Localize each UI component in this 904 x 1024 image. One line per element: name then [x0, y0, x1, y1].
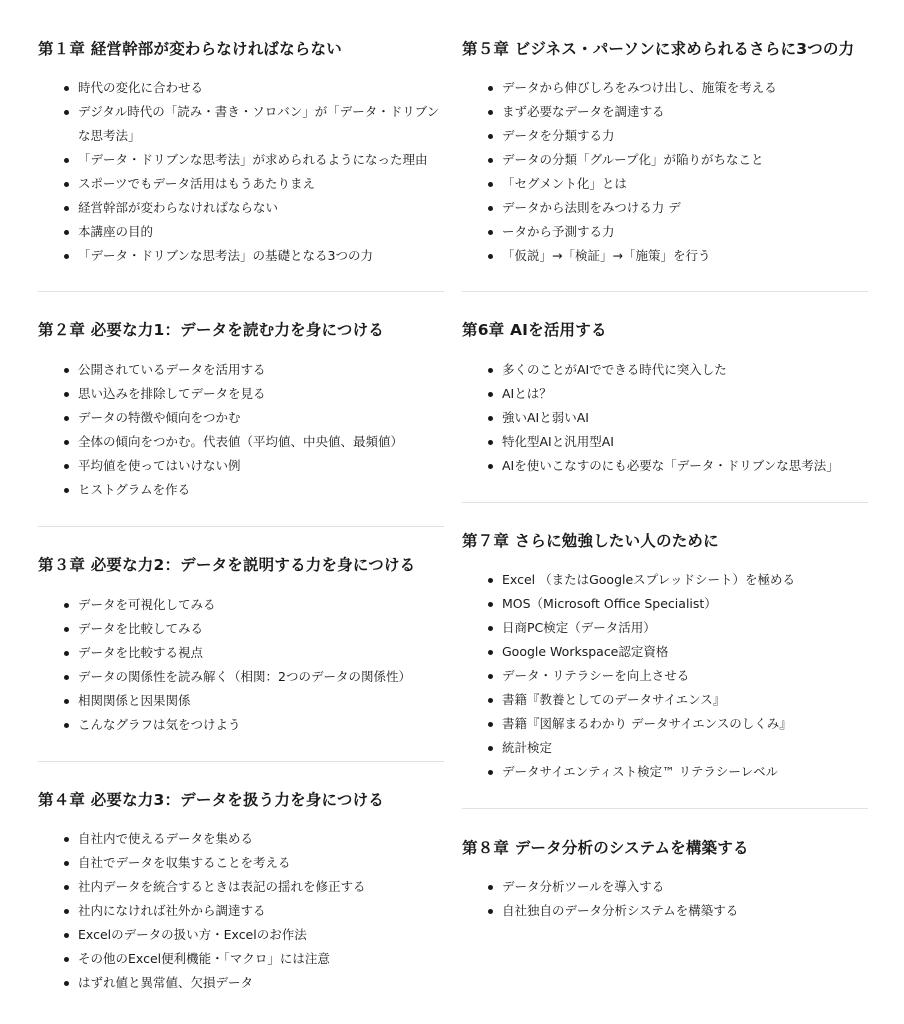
list-item: 平均値を使ってはいけない例	[38, 454, 444, 478]
list-item: まず必要なデータを調達する	[462, 100, 868, 124]
divider	[38, 291, 444, 292]
chapter-2	[38, 319, 444, 497]
list-item: データを比較してみる	[38, 617, 444, 641]
chapter-item-list	[38, 593, 444, 737]
list-item: データの特徴や傾向をつかむ	[38, 406, 444, 430]
list-item: 「データ・ドリブンな思考法」の基礎となる3つの力	[38, 244, 444, 268]
list-item: AIとは？	[462, 382, 868, 406]
chapter-item-list	[462, 875, 868, 923]
list-item: データの分類「グループ化」が陥りがちなこと	[462, 148, 868, 172]
list-item: データ分析ツールを導入する	[462, 875, 868, 899]
list-item: 相関関係と因果関係	[38, 689, 444, 713]
chapter-item-list	[462, 568, 868, 784]
list-item: 自社内で使えるデータを集める	[38, 827, 444, 851]
list-item: 「データ・ドリブンな思考法」が求められるようになった理由	[38, 148, 444, 172]
list-item: スポーツでもデータ活用はもうあたりまえ	[38, 172, 444, 196]
list-item: データの関係性を読み解く（相関：2つのデータの関係性）	[38, 665, 444, 689]
list-item: 自社独自のデータ分析システムを構築する	[462, 899, 868, 923]
list-item: こんなグラフは気をつけよう	[38, 713, 444, 737]
list-item: Excel （またはGoogleスプレッドシート）を極める	[462, 568, 868, 592]
chapter-title: 第４章 必要な力3：データを扱う力を身につける	[38, 791, 384, 809]
list-item: 時代の変化に合わせる	[38, 76, 444, 100]
list-item: AIを使いこなすのにも必要な「データ・ドリブンな思考法」	[462, 454, 868, 478]
list-item: データサイエンティスト検定™ リテラシーレベル	[462, 760, 868, 784]
chapter-7	[462, 530, 868, 779]
list-item: データ・リテラシーを向上させる	[462, 664, 868, 688]
divider	[462, 808, 868, 809]
list-item: データを分類する力	[462, 124, 868, 148]
chapter-5	[462, 38, 868, 263]
list-item: Google Workspace認定資格	[462, 640, 868, 664]
list-item: 「仮説」→「検証」→「施策」を行う	[462, 244, 868, 268]
list-item: データから伸びしろをみつけ出し、施策を考える	[462, 76, 868, 100]
list-item: MOS（Microsoft Office Specialist）	[462, 592, 868, 616]
list-item: デジタル時代の「読み・書き・ソロバン」が「データ・ドリブンな思考法」	[38, 100, 444, 148]
list-item: 公開されているデータを活用する	[38, 358, 444, 382]
chapter-title: 第２章 必要な力1：データを読む力を身につける	[38, 321, 384, 339]
list-item: ータから予測する力	[462, 220, 868, 244]
list-item: はずれ値と異常値、欠損データ	[38, 971, 444, 995]
divider	[462, 291, 868, 292]
list-item: Excelのデータの扱い方・Excelのお作法	[38, 923, 444, 947]
chapter-1	[38, 38, 444, 263]
chapter-item-list	[38, 827, 444, 995]
divider	[38, 526, 444, 527]
chapter-title: 第７章 さらに勉強したい人のために	[462, 532, 719, 550]
list-item: 経営幹部が変わらなければならない	[38, 196, 444, 220]
list-item: ヒストグラムを作る	[38, 478, 444, 502]
chapter-item-list	[462, 358, 868, 478]
list-item: 社内データを統合するときは表記の揺れを修正する	[38, 875, 444, 899]
chapter-title: 第８章 データ分析のシステムを構築する	[462, 839, 749, 857]
list-item: 特化型AIと汎用型AI	[462, 430, 868, 454]
chapter-title: 第３章 必要な力2：データを説明する力を身につける	[38, 556, 416, 574]
divider	[462, 502, 868, 503]
chapter-title: 第１章 経営幹部が変わらなければならない	[38, 40, 342, 58]
list-item: 書籍『教養としてのデータサイエンス』	[462, 688, 868, 712]
list-item: 日商PC検定（データ活用）	[462, 616, 868, 640]
chapter-title: 第５章 ビジネス・パーソンに求められるさらに3つの力	[462, 40, 855, 58]
chapter-item-list	[38, 76, 444, 268]
list-item: 自社でデータを収集することを考える	[38, 851, 444, 875]
chapter-item-list	[462, 76, 868, 268]
list-item: 統計検定	[462, 736, 868, 760]
chapter-item-list	[38, 358, 444, 502]
list-item: 強いAIと弱いAI	[462, 406, 868, 430]
list-item: 思い込みを排除してデータを見る	[38, 382, 444, 406]
list-item: 多くのことがAIでできる時代に突入した	[462, 358, 868, 382]
list-item: データを比較する視点	[38, 641, 444, 665]
chapter-8	[462, 837, 868, 918]
list-item: 「セグメント化」とは	[462, 172, 868, 196]
list-item: 全体の傾向をつかむ。代表値（平均値、中央値、最頻値）	[38, 430, 444, 454]
chapter-4	[38, 789, 444, 990]
chapter-6	[462, 319, 868, 473]
list-item: その他のExcel便利機能・「マクロ」には注意	[38, 947, 444, 971]
list-item: 書籍『図解まるわかり データサイエンスのしくみ』	[462, 712, 868, 736]
chapter-3	[38, 554, 444, 732]
chapter-title: 第6章 AIを活用する	[462, 321, 607, 339]
list-item: 本講座の目的	[38, 220, 444, 244]
divider	[38, 761, 444, 762]
list-item: データを可視化してみる	[38, 593, 444, 617]
list-item: 社内になければ社外から調達する	[38, 899, 444, 923]
list-item: データから法則をみつける力 デ	[462, 196, 868, 220]
